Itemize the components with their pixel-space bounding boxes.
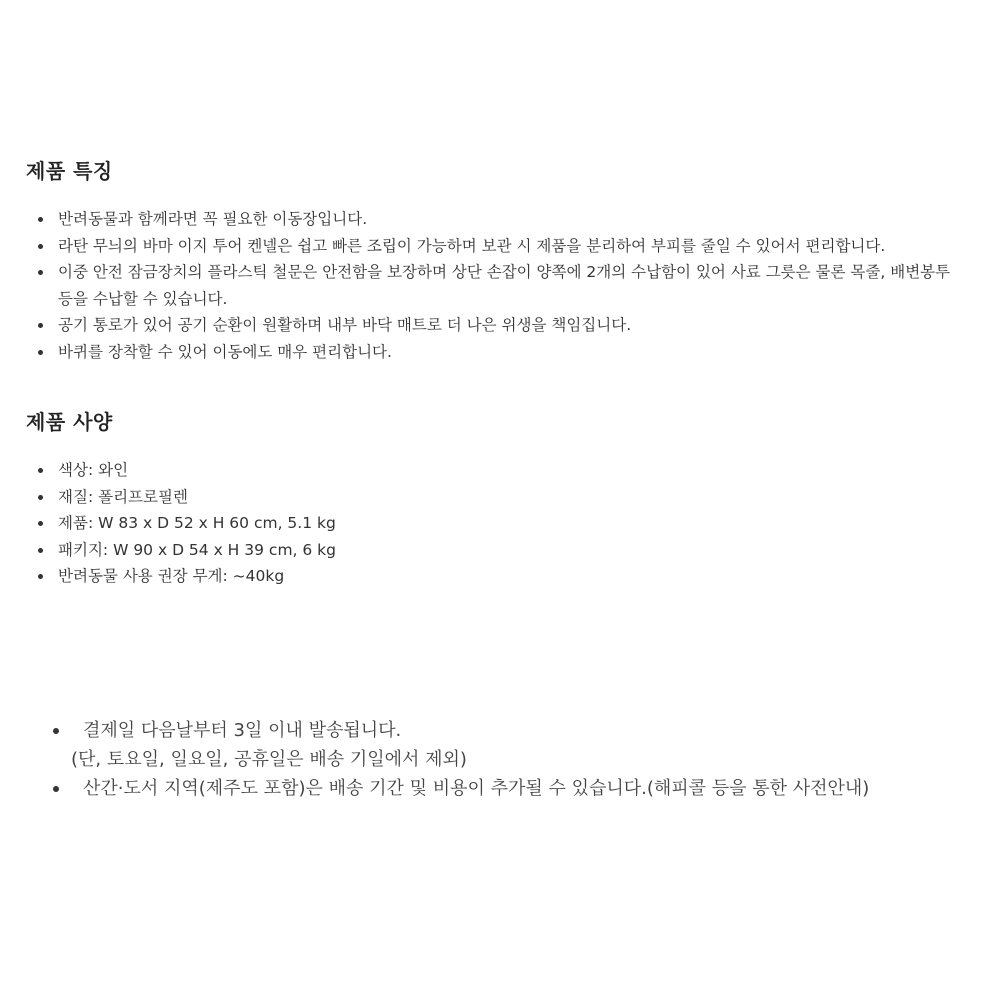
list-item bbox=[0, 339, 985, 366]
spec-package-size: 패키지: W 90 x D 54 x H 39 cm, 6 kg bbox=[58, 540, 336, 559]
bullet-icon bbox=[38, 217, 43, 222]
list-item bbox=[0, 457, 985, 484]
shipping-notice-subtext: (단, 토요일, 일요일, 공휴일은 배송 기일에서 제외) bbox=[71, 749, 467, 770]
bullet-icon bbox=[53, 786, 59, 792]
spec-recommended-weight: 반려동물 사용 권장 무게: ~40kg bbox=[58, 567, 285, 585]
list-item-text: 공기 통로가 있어 공기 순환이 원활하며 내부 바닥 매트로 더 나은 위생을 책임집니다. bbox=[58, 316, 632, 334]
list-item-text: 이중 안전 잠금장치의 플라스틱 철문은 안전함을 보장하며 상단 손잡이 양쪽에 2개의 수납함이 있어 사료 그릇은 물론 목줄, 배변봉투 등을 수납할 수 있습니다. bbox=[58, 263, 951, 308]
bullet-icon bbox=[38, 350, 43, 355]
bullet-icon bbox=[38, 323, 43, 328]
list-item bbox=[0, 206, 985, 233]
bullet-icon bbox=[38, 521, 43, 526]
features-section-title: 제품 특징 bbox=[26, 159, 113, 183]
shipping-notice-text: 산간·도서 지역(제주도 포함)은 배송 기간 및 비용이 추가될 수 있습니다.(해피콜 등을 통한 사전안내) bbox=[83, 778, 870, 799]
list-item bbox=[0, 484, 985, 511]
spec-product-size: 제품: W 83 x D 52 x H 60 cm, 5.1 kg bbox=[58, 514, 336, 532]
shipping-notice-item bbox=[0, 716, 990, 774]
list-item bbox=[0, 563, 985, 590]
bullet-icon bbox=[38, 495, 43, 500]
bullet-icon bbox=[38, 270, 43, 275]
list-item bbox=[0, 312, 985, 339]
list-item bbox=[0, 233, 985, 260]
specs-section-title: 제품 사양 bbox=[26, 410, 113, 434]
list-item bbox=[0, 259, 985, 312]
spec-color: 색상: 와인 bbox=[58, 461, 129, 479]
list-item-text: 라탄 무늬의 바마 이지 투어 켄넬은 쉽고 빠른 조립이 가능하며 보관 시 제품을 분리하여 부피를 줄일 수 있어서 편리합니다. bbox=[58, 236, 886, 255]
bullet-icon bbox=[38, 548, 43, 553]
list-item bbox=[0, 537, 985, 564]
list-item-text: 바퀴를 장착할 수 있어 이동에도 매우 편리합니다. bbox=[58, 342, 392, 361]
list-item-text: 반려동물과 함께라면 꼭 필요한 이동장입니다. bbox=[58, 210, 368, 228]
shipping-notice-list bbox=[0, 716, 1000, 803]
spec-material: 재질: 폴리프로필렌 bbox=[58, 487, 188, 506]
shipping-notice-text: 결제일 다음날부터 3일 이내 발송됩니다. bbox=[83, 720, 402, 741]
specs-list bbox=[0, 457, 1000, 590]
bullet-icon bbox=[38, 244, 43, 249]
shipping-notice-item bbox=[0, 774, 990, 803]
bullet-icon bbox=[38, 468, 43, 473]
list-item bbox=[0, 510, 985, 537]
bullet-icon bbox=[38, 574, 43, 579]
bullet-icon bbox=[53, 728, 59, 734]
features-list bbox=[0, 206, 1000, 365]
